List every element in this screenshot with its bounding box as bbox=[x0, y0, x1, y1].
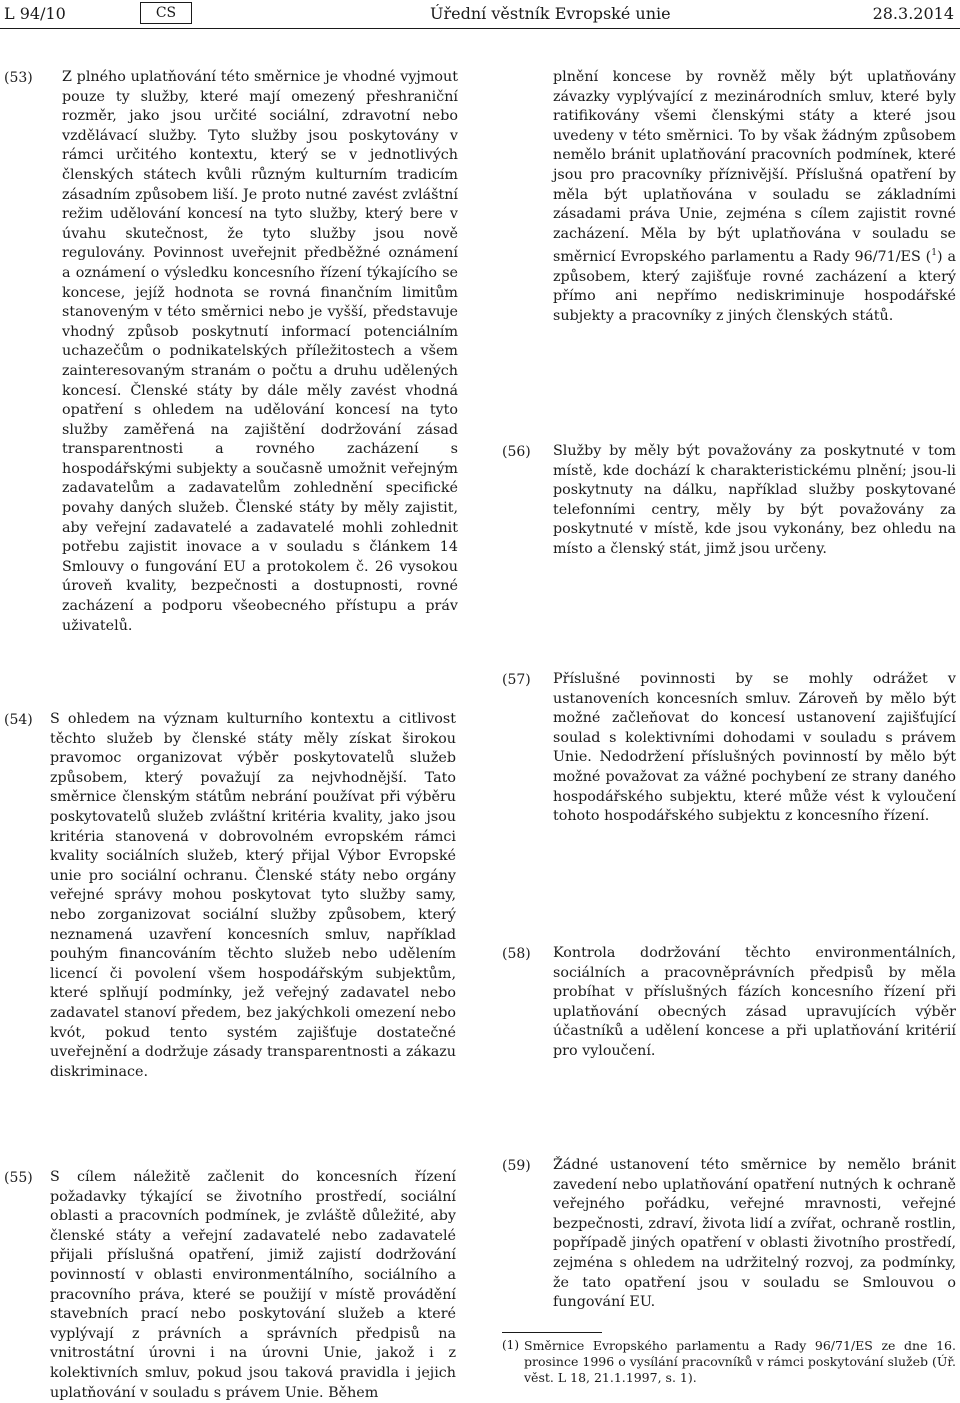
footnote-reference[interactable]: 1 bbox=[931, 248, 937, 259]
footnote-text: Směrnice Evropského parlamentu a Rady 96/71/ES ze dne 16. prosince 1996 o vysílání pracovníků v rámci poskytování služeb (Úř. věst. L 18, 21.1.1997, s. 1). bbox=[524, 1338, 956, 1385]
recital-text: Služby by měly být považovány za poskytnuté v tom místě, kde dochází k charakteristickému plnění; jsou-li poskytnuty na dálku, například služby poskytované telefonními centry, měly by být považovány za poskytnuté v místě, kde jsou vykonány, bez ohledu na místo a členský stát, jimž jsou určeny. bbox=[553, 443, 956, 557]
recital-number: (54) bbox=[4, 712, 33, 728]
footnote-mark: (1) bbox=[502, 1338, 519, 1352]
recital-text: Žádné ustanovení této směrnice by nemělo bránit zavedení nebo uplatňování opatření nutných k ochraně veřejného pořádku, veřejné mravnosti, veřejné bezpečnosti, zdraví, života lidí a zvířat, ochraně rostlin, popřípadě jiných opatření v oblasti životního prostředí, zejména s ohledem na udržitelný rozvoj, za podmínky, že tato opatření jsou v souladu se Smlouvou o fungování EU. bbox=[553, 1157, 956, 1311]
publication-date: 28.3.2014 bbox=[872, 4, 954, 23]
header-rule bbox=[0, 28, 960, 29]
recital-text: Kontrola dodržování těchto environmentálních, sociálních a pracovněprávních předpisů by měla probíhat v příslušných fázích koncesního řízení při uplatňování obecných zásad upravujících výběr účastníků a udělení koncese a při uplatňování kritérií pro vyloučení. bbox=[553, 945, 956, 1059]
recital-number: (56) bbox=[502, 444, 531, 460]
recital-number: (55) bbox=[4, 1170, 33, 1186]
journal-title: Úřední věstník Evropské unie bbox=[430, 4, 671, 23]
recital-text: Z plného uplatňování této směrnice je vhodné vyjmout pouze ty služby, které mají omezený přeshraniční rozměr, jako jsou určité sociální, zdravotní nebo vzdělávací služby. Tyto služby jsou poskytovány v rámci určitého kontextu, který se v jednotlivých členských státech kvůli různým kulturním tradicím zásadním způsobem liší. Je proto nutné zavést zvláštní režim udělování koncesí na tyto služby, který bere v úvahu skutečnost, že tyto služby jsou nově regulovány. Povinnost uveřejnit předběžné oznámení a oznámení o výsledku koncesního řízení týkajícího se koncese, jejíž hodnota se rovná finančním limitům stanoveným v této směrnici nebo je vyšší, představuje vhodný způsob poskytnutí informací potenciálním uchazečům o podnikatelských příležitostech a všem zainteresovaným stranám o počtu a druhu udělených koncesí. Členské státy by dále měly zavést vhodná opatření s ohledem na udělování koncesí na tyto služby zaměřená na zajištění dodržování zásad transparentnosti a rovného zacházení s hospodářskými subjekty a současně umožnit veřejným zadavatelům a zadavatelům zohlednění specifické povahy daných služeb. Členské státy by měly zajistit, aby veřejní zadavatelé a zadavatelé mohli zohlednit potřebu zajistit inovace a v souladu s článkem 14 Smlouvy o fungování EU a protokolem č. 26 vysokou úroveň kvality, bezpečnosti a dostupnosti, rovné zacházení a podporu všeobecného přístupu a práv uživatelů. bbox=[62, 69, 458, 634]
recital-text: S cílem náležitě začlenit do koncesních řízení požadavky týkající se životního prostředí, sociální oblasti a pracovních podmínek, je zvláště důležité, aby členské státy a veřejní zadavatelé nebo zadavatelé přijali příslušná opatření, jimiž zajistí dodržování povinností v oblasti environmentálního, sociálního a pracovního práva, které se použijí v místě provádění stavebních prací nebo poskytování služeb a které vyplývají z právních a správních předpisů na vnitrostátní úrovni i na úrovni Unie, jakož i z kolektivních smluv, pokud jsou taková pravidla i jejich uplatňování v souladu s právem Unie. Během bbox=[50, 1169, 456, 1401]
page-header bbox=[0, 0, 960, 32]
recital-number: (57) bbox=[502, 672, 531, 688]
recital-text: plnění koncese by rovněž měly být uplatňovány závazky vyplývající z mezinárodních smluv, které byly ratifikovány všemi členskými státy a které jsou uvedeny v této směrnici. To by však žádným způsobem nemělo bránit uplatňování pracovních podmínek, které jsou pro pracovníky příznivější. Příslušná opatření by měla být uplatňována v souladu se základními zásadami práva Unie, zejména s cílem zajistit rovné zacházení. Měla by být uplatňována v souladu se směrnicí Evropského parlamentu a Rady 96/71/ES ($^1$) a způsobem, který zajišťuje rovné zacházení a který přímo ani nepřímo nediskriminuje hospodářské subjekty a pracovníky z jiných členských států. bbox=[553, 69, 956, 324]
page-number: L 94/10 bbox=[4, 4, 66, 23]
language-badge: CS bbox=[140, 2, 192, 24]
recital-number: (59) bbox=[502, 1158, 531, 1174]
recital-number: (53) bbox=[4, 70, 33, 86]
recital-text: Příslušné povinnosti by se mohly odrážet v ustanoveních koncesních smluv. Zároveň by mělo být možné začleňovat do koncesí ustanovení zajišťující soulad s kolektivními dohodami v souladu s právem Unie. Nedodržení příslušných povinností by mělo být možné považovat za vážné pochybení ze strany daného hospodářského subjektu, které může vést k vyloučení tohoto hospodářského subjektu z koncesního řízení. bbox=[553, 671, 956, 825]
recital-number: (58) bbox=[502, 946, 531, 962]
footnote-rule bbox=[502, 1332, 602, 1333]
recital-text: S ohledem na význam kulturního kontextu a citlivost těchto služeb by členské státy měly získat širokou pravomoc organizovat výběr poskytovatelů služeb způsobem, který považují za nejvhodnější. Tato směrnice členským státům nebrání používat při výběru poskytovatelů služeb zvláštní kritéria kvality, jako jsou kritéria stanovená v dobrovolném evropském rámci kvality sociálních služeb, který přijal Výbor Evropské unie pro sociální ochranu. Členské státy nebo orgány veřejné správy mohou poskytovat tyto služby samy, nebo zorganizovat sociální služby způsobem, který neznamená uzavření koncesních smluv, například pouhým financováním těchto služeb nebo udělením licencí či povolení všem hospodářským subjektům, které splňují podmínky, jež veřejný zadavatel nebo zadavatel stanoví předem, bez jakýchkoli omezení nebo kvót, pokud tento systém zajišťuje dostatečné uveřejnění a dodržuje zásady transparentnosti a zákazu diskriminace. bbox=[50, 711, 456, 1080]
